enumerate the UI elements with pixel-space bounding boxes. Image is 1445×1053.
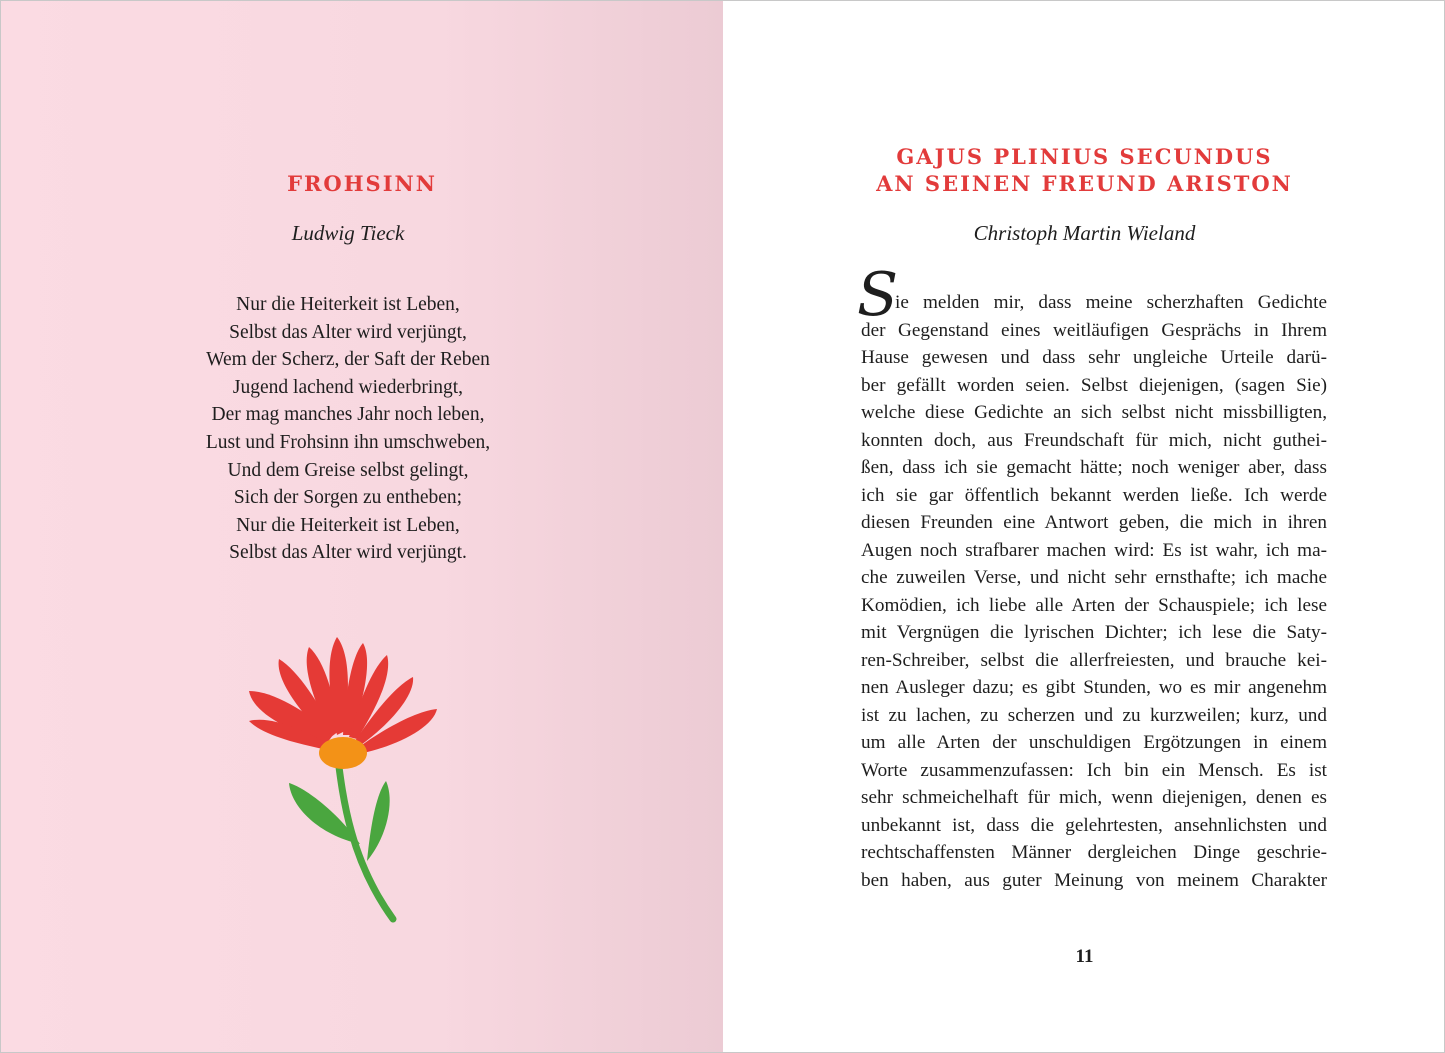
essay-line: ben haben, aus guter Meinung von meinem Charakter [861,869,1327,891]
essay-line: Worte zusammenzufassen: Ich bin ein Mensch. Es ist [861,759,1327,781]
essay-line: Komödien, ich liebe alle Arten der Schauspiele; ich lese [861,594,1327,616]
essay-title-line-1: GAJUS PLINIUS SECUNDUS [896,144,1273,169]
poem-line: Der mag manches Jahr noch leben, [211,404,485,426]
poem-line: Und dem Greise selbst gelingt, [227,459,469,481]
right-page [723,1,1445,1053]
poem-line: Nur die Heiterkeit ist Leben, [236,294,460,315]
essay-line: welche diese Gedichte an sich selbst nicht missbilligten, [861,402,1327,423]
poem-line: Wem der Scherz, der Saft der Reben [206,349,490,371]
essay-line: ich sie gar öffentlich bekannt werden ließe. Ich werde [861,484,1327,506]
poem-line: Nur die Heiterkeit ist Leben, [236,514,460,536]
essay-line: Hause gewesen und dass sehr ungleiche Urteile darü- [861,347,1327,368]
poem-line: Lust und Frohsinn ihn umschweben, [205,431,491,453]
poem-line: Selbst das Alter wird verjüngt. [229,542,467,564]
drop-cap: S [857,260,899,330]
essay-line: che zuweilen Verse, und nicht sehr ernsthafte; ich mache [861,567,1327,588]
poem-body [1,291,695,567]
essay-line: rechtschaffensten Männer dergleichen Dinge geschrie- [861,842,1327,863]
essay-line: ie melden mir, dass meine scherzhaften Gedichte [895,292,1327,313]
poem-line: Jugend lachend wiederbringt, [232,376,464,398]
essay-line: konnten doch, aus Freundschaft für mich, nicht guthei- [861,429,1327,451]
flower-petals [249,637,437,753]
essay-line: unbekannt ist, dass die gelehrtesten, ansehnlichsten und [861,814,1327,836]
essay-line: sehr schmeichelhaft für mich, wenn diejenigen, denen es [861,787,1327,808]
flower-center [319,737,367,769]
essay-line: ber gefällt worden seien. Selbst diejenigen, (sagen Sie) [861,374,1327,396]
essay-line: ßen, dass ich sie gemacht hätte; noch weniger aber, dass [861,457,1327,478]
flower-leaf-right [367,781,390,861]
essay-line: mit Vergnügen die lyrischen Dichter; ich lese die Saty- [861,622,1327,643]
poem-line: Selbst das Alter wird verjüngt, [229,321,467,343]
essay-line: ist zu lachen, zu scherzen und zu kurzweilen; kurz, und [861,704,1327,726]
essay-line: ren-Schreiber, selbst die allerfreiesten, und brauche kei- [861,649,1327,671]
red-flower-icon [239,631,459,931]
page-number: 11 [1075,946,1094,967]
essay-line: nen Ausleger dazu; es gibt Stunden, wo es mir angenehm [861,677,1327,698]
essay-title-line-2: AN SEINEN FREUND ARISTON [876,171,1293,196]
essay-line: Augen noch strafbarer machen wird: Es ist wahr, ich ma- [861,539,1327,561]
essay-author: Christoph Martin Wieland [973,221,1196,245]
poem-author: Ludwig Tieck [291,221,405,245]
essay-body [857,260,1327,894]
essay-line: der Gegenstand eines weitläufigen Gesprächs in Ihrem [861,319,1327,341]
poem-title: FROHSINN [287,171,437,196]
left-page [1,1,723,1053]
essay-line: um alle Arten der unschuldigen Ergötzungen in einem [861,732,1327,753]
poem-line: Sich der Sorgen zu entheben; [233,487,463,509]
essay-line: diesen Freunden eine Antwort geben, die mich in ihren [861,512,1327,533]
